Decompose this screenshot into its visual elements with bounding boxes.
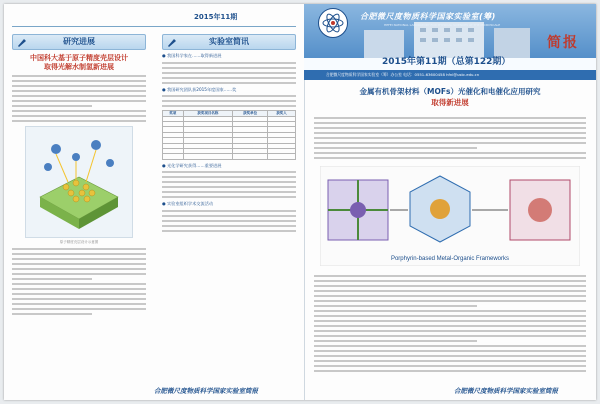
award-table — [162, 110, 296, 160]
text-line — [314, 320, 586, 322]
cluster-illustration — [26, 127, 132, 237]
masthead-banner — [304, 4, 596, 80]
issue-number: 2015年第11期（总第122期） — [382, 57, 511, 67]
text-line — [12, 110, 146, 112]
lead-body-top — [314, 114, 586, 162]
text-line — [162, 225, 296, 227]
text-line — [162, 105, 296, 107]
table-header: 获奖项目名称 — [183, 111, 232, 116]
text-line — [162, 100, 296, 102]
mof-structure-left — [328, 180, 388, 240]
pen-icon — [17, 37, 27, 47]
article-title: 中国科大基于原子精度壳层设计 取得光解水制氢新进展 — [30, 54, 128, 71]
text-line — [162, 191, 296, 193]
news-body-1 — [162, 62, 296, 84]
table-row — [163, 154, 296, 159]
text-line — [314, 350, 586, 352]
text-line — [314, 142, 586, 144]
text-line — [12, 293, 146, 295]
text-line — [314, 325, 586, 327]
text-line — [162, 62, 296, 64]
text-line — [314, 335, 586, 337]
text-line — [162, 196, 296, 198]
news-body-3 — [162, 171, 296, 198]
text-line — [162, 82, 296, 84]
atom-icon — [319, 9, 347, 37]
masthead-subtitle: HEFEI NATIONAL LABORATORY FOR PHYSICAL SCIENCES AT THE MICROSCALE — [384, 23, 501, 27]
text-line — [12, 283, 146, 285]
header-rule — [12, 26, 296, 27]
newsletter-spread — [4, 4, 596, 400]
text-line — [12, 75, 146, 77]
text-line — [314, 315, 586, 317]
news-bullet-1: ● 我国科学家在……取得新进展 — [162, 53, 222, 58]
article-body-top — [12, 75, 146, 122]
text-line — [314, 295, 586, 297]
table-header: 获奖单位 — [233, 111, 268, 116]
text-line — [314, 117, 586, 119]
pen-icon — [167, 37, 177, 47]
text-line — [314, 290, 586, 292]
news-bullet-2: ● 我国研究团队获2015年度国家……奖 — [162, 86, 237, 92]
text-line — [314, 132, 586, 134]
text-line — [162, 220, 296, 222]
text-line — [314, 137, 586, 139]
text-line — [12, 90, 146, 92]
lead-headline: 金属有机骨架材料（MOFs）光催化和电催化应用研究 取得新进展 — [359, 87, 541, 107]
lead-body-bottom — [314, 272, 586, 375]
text-line — [12, 278, 92, 280]
text-line — [162, 67, 296, 69]
text-line — [12, 263, 146, 265]
text-line — [162, 77, 296, 79]
text-line — [12, 253, 146, 255]
table-header: 获奖人 — [268, 111, 296, 116]
text-line — [12, 120, 146, 122]
right-page — [304, 4, 596, 400]
contact-bar: 合肥微尺度物质科学国家实验室（筹）办公室 电话：0551-63600458 hfnl@ustc.edu.cn — [304, 70, 596, 80]
text-line — [12, 303, 146, 305]
section-title-research: 研究进展 — [12, 34, 146, 50]
mof-figure — [320, 166, 580, 266]
text-line — [314, 147, 477, 149]
text-line — [12, 288, 146, 290]
text-line — [12, 95, 146, 97]
text-line — [314, 345, 586, 347]
right-footer: 合肥微尺度物质科学国家实验室简报 — [454, 387, 558, 395]
text-line — [162, 72, 296, 74]
news-bullet-4: ● 实验室组织学术交流活动 — [162, 201, 214, 207]
text-line — [12, 273, 146, 275]
left-page — [4, 4, 305, 400]
text-line — [314, 370, 586, 372]
article-body-bottom — [12, 248, 146, 315]
lab-logo — [318, 8, 348, 38]
text-line — [314, 127, 586, 129]
text-line — [12, 298, 146, 300]
article-figure — [25, 126, 133, 238]
text-line — [162, 176, 296, 178]
text-line — [314, 340, 477, 342]
text-line — [12, 258, 146, 260]
text-line — [314, 330, 586, 332]
text-line — [12, 248, 146, 250]
issue-label: 2015年11期 — [194, 13, 238, 21]
text-line — [12, 105, 92, 107]
text-line — [162, 95, 296, 97]
text-line — [12, 80, 146, 82]
news-body-4 — [162, 210, 296, 232]
section-title-news: 实验室简讯 — [162, 34, 296, 50]
masthead-title: 合肥微尺度物质科学国家实验室(筹) — [360, 12, 496, 21]
text-line — [314, 275, 586, 277]
text-line — [314, 360, 586, 362]
text-line — [314, 355, 586, 357]
text-line — [162, 171, 296, 173]
mof-structure-right — [510, 180, 570, 240]
column-news — [162, 34, 296, 235]
text-line — [314, 157, 586, 159]
newsletter-label: 简报 — [547, 35, 579, 51]
news-bullet-3: ● 光化学研究获得……重要进展 — [162, 162, 222, 168]
text-line — [314, 122, 586, 124]
text-line — [162, 181, 296, 183]
text-line — [162, 210, 296, 212]
text-line — [314, 310, 586, 312]
text-line — [314, 305, 477, 307]
text-line — [12, 100, 146, 102]
column-research — [12, 34, 146, 318]
text-line — [12, 85, 146, 87]
text-line — [314, 285, 586, 287]
text-line — [12, 115, 146, 117]
text-line — [162, 230, 296, 232]
text-line — [12, 308, 146, 310]
text-line — [12, 268, 146, 270]
text-line — [314, 152, 586, 154]
figure-label: Porphyrin-based Metal-Organic Frameworks — [390, 256, 510, 262]
table-header: 奖项 — [163, 111, 184, 116]
figure-caption: 原子精度壳层设计示意图 — [59, 240, 99, 244]
text-line — [162, 215, 296, 217]
text-line — [314, 365, 586, 367]
text-line — [162, 186, 296, 188]
text-line — [314, 280, 586, 282]
text-line — [12, 313, 92, 315]
text-line — [314, 300, 586, 302]
news-body-2 — [162, 95, 296, 107]
left-footer: 合肥微尺度物质科学国家实验室简报 — [154, 387, 258, 395]
